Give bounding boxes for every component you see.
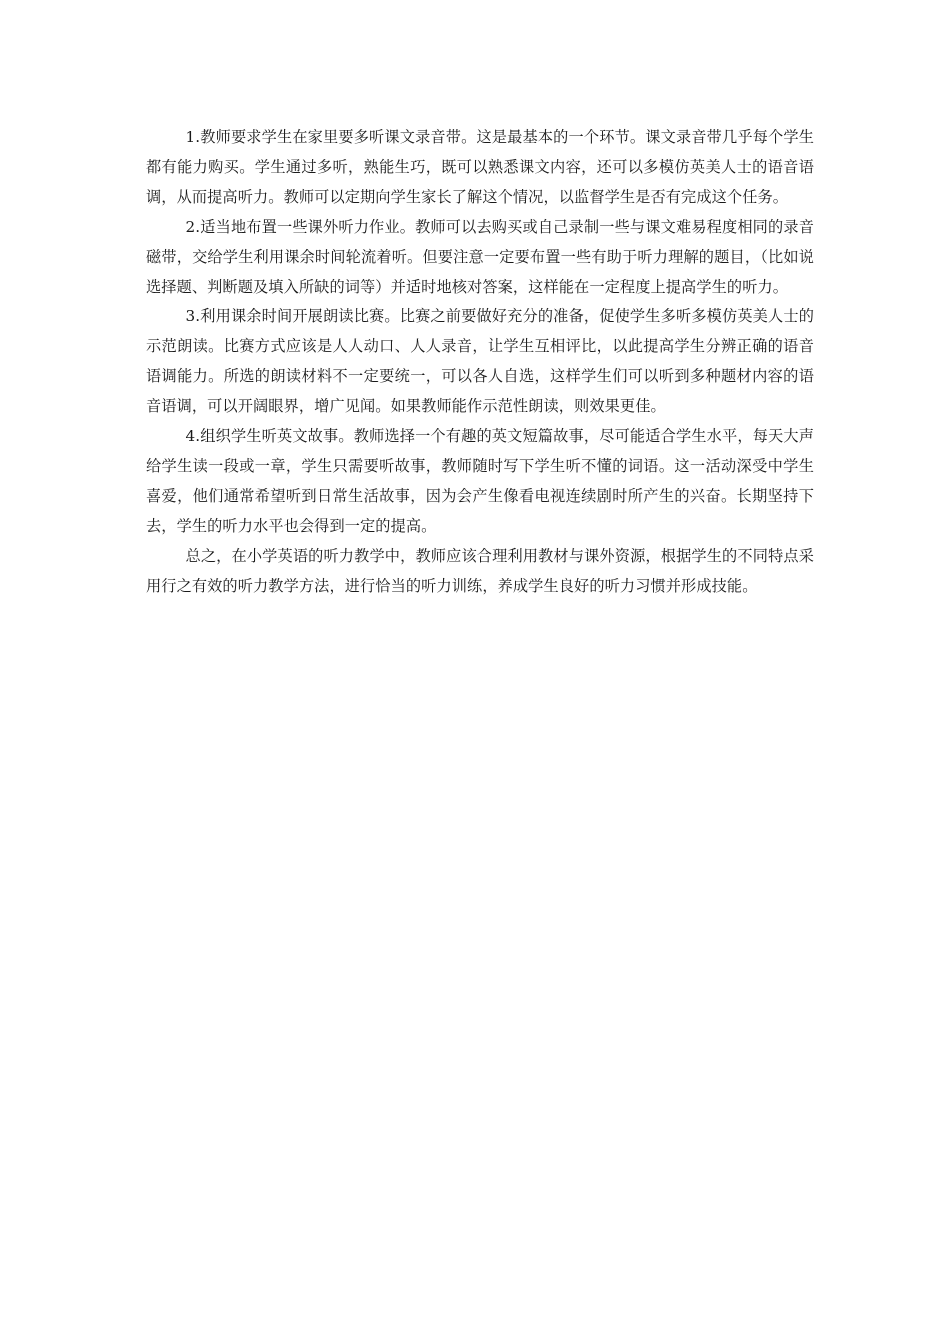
paragraph-summary-text: 总之，在小学英语的听力教学中，教师应该合理利用教材与课外资源，根据学生的不同特点采用行之有效的听力教学方法，进行恰当的听力训练，养成学生良好的听力习惯并形成技能。	[146, 546, 814, 595]
paragraph-2	[146, 213, 814, 303]
paragraph-2-text: 2.适当地布置一些课外听力作业。教师可以去购买或自己录制一些与课文难易程度相同的录音磁带，交给学生利用课余时间轮流着听。但要注意一定要布置一些有助于听力理解的题目，（比如说选择题、判断题及填入所缺的词等）并适时地核对答案，这样能在一定程度上提高学生的听力。	[146, 217, 814, 296]
paragraph-summary	[146, 542, 814, 602]
paragraph-1	[146, 123, 814, 213]
paragraph-3	[146, 302, 814, 422]
paragraph-1-text: 1.教师要求学生在家里要多听课文录音带。这是最基本的一个环节。课文录音带几乎每个学生都有能力购买。学生通过多听，熟能生巧，既可以熟悉课文内容，还可以多模仿英美人士的语音语调，从而提高听力。教师可以定期向学生家长了解这个情况，以监督学生是否有完成这个任务。	[146, 128, 814, 206]
paragraph-4-text: 4.组织学生听英文故事。教师选择一个有趣的英文短篇故事，尽可能适合学生水平，每天大声给学生读一段或一章，学生只需要听故事，教师随时写下学生听不懂的词语。这一活动深受中学生喜爱，他们通常希望听到日常生活故事，因为会产生像看电视连续剧时所产生的兴奋。长期坚持下去，学生的听力水平也会得到一定的提高。	[146, 427, 814, 535]
paragraph-4	[146, 422, 814, 542]
paragraph-3-text: 3.利用课余时间开展朗读比赛。比赛之前要做好充分的准备，促使学生多听多模仿英美人士的示范朗读。比赛方式应该是人人动口、人人录音，让学生互相评比，以此提高学生分辨正确的语音语调能力。所选的朗读材料不一定要统一，可以各人自选，这样学生们可以听到多种题材内容的语音语调，可以开阔眼界，增广见闻。如果教师能作示范性朗读，则效果更佳。	[146, 307, 814, 416]
document-body	[146, 123, 814, 602]
